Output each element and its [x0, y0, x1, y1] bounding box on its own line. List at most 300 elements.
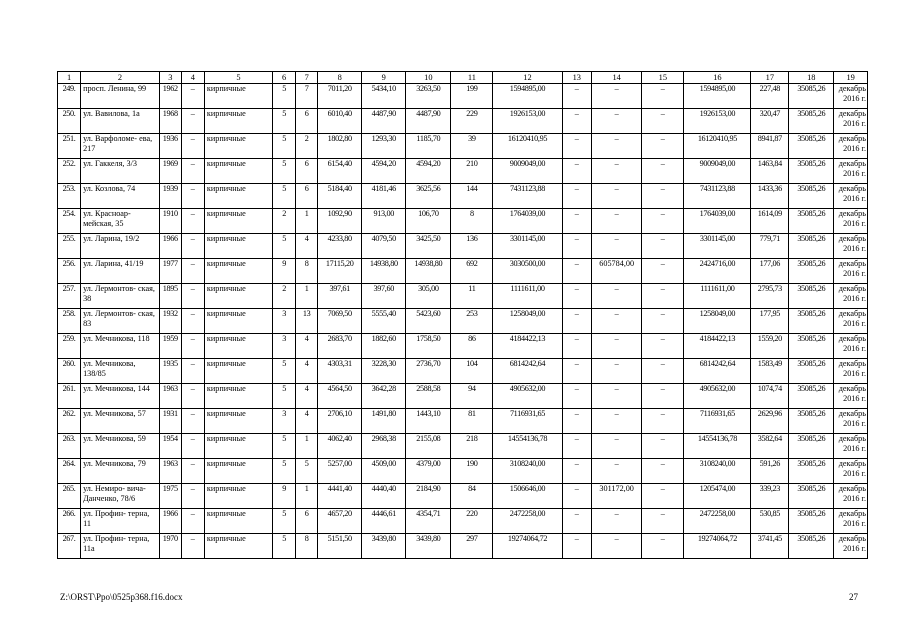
- table-cell: 2184,90: [406, 484, 451, 509]
- table-cell: 5423,60: [406, 309, 451, 334]
- table-cell: –: [181, 484, 204, 509]
- table-cell: 2795,73: [751, 284, 789, 309]
- table-cell: 1963: [159, 459, 181, 484]
- column-header: 19: [834, 72, 868, 84]
- table-cell: 227,48: [751, 84, 789, 109]
- table-cell: 5: [273, 84, 296, 109]
- table-cell: 259.: [58, 334, 81, 359]
- table-cell: 6814242,64: [684, 359, 751, 384]
- table-cell: 1: [296, 209, 318, 234]
- table-cell: 253.: [58, 184, 81, 209]
- table-cell: 7431123,88: [493, 184, 562, 209]
- table-cell: –: [562, 509, 591, 534]
- table-cell: 305,00: [406, 284, 451, 309]
- table-cell: 1968: [159, 109, 181, 134]
- table-cell: 253: [451, 309, 493, 334]
- table-cell: –: [642, 334, 684, 359]
- table-cell: –: [562, 84, 591, 109]
- table-cell: ул. Ларина, 41/19: [81, 259, 160, 284]
- table-cell: 5: [273, 359, 296, 384]
- table-cell: 4594,20: [406, 159, 451, 184]
- table-cell: 2706,10: [318, 409, 362, 434]
- table-cell: 1969: [159, 159, 181, 184]
- table-cell: ул. Мечникова, 144: [81, 384, 160, 409]
- table-cell: 1583,49: [751, 359, 789, 384]
- column-header: 14: [591, 72, 641, 84]
- table-cell: ул. Мечникова, 118: [81, 334, 160, 359]
- table-cell: 4233,80: [318, 234, 362, 259]
- table-cell: 1966: [159, 234, 181, 259]
- table-cell: 1954: [159, 434, 181, 459]
- table-cell: декабрь 2016 г.: [834, 434, 868, 459]
- table-row: [58, 109, 868, 134]
- table-cell: 14554136,78: [684, 434, 751, 459]
- table-cell: кирпичные: [204, 159, 272, 184]
- table-cell: 35085,26: [789, 459, 834, 484]
- table-cell: 397,61: [318, 284, 362, 309]
- table-cell: 210: [451, 159, 493, 184]
- table-cell: 267.: [58, 534, 81, 559]
- table-cell: 35085,26: [789, 359, 834, 384]
- table-cell: 35085,26: [789, 309, 834, 334]
- table-cell: –: [642, 459, 684, 484]
- table-cell: 3: [273, 309, 296, 334]
- table-cell: кирпичные: [204, 284, 272, 309]
- table-row: [58, 334, 868, 359]
- table-cell: 229: [451, 109, 493, 134]
- table-cell: –: [642, 209, 684, 234]
- table-cell: –: [591, 84, 641, 109]
- table-cell: 1764039,00: [684, 209, 751, 234]
- table-cell: 249.: [58, 84, 81, 109]
- table-cell: –: [181, 134, 204, 159]
- table-row: [58, 84, 868, 109]
- table-cell: 4184422,13: [684, 334, 751, 359]
- table-cell: декабрь 2016 г.: [834, 259, 868, 284]
- table-cell: 3228,30: [362, 359, 406, 384]
- table-cell: 5: [296, 459, 318, 484]
- table-cell: 779,71: [751, 234, 789, 259]
- table-row: [58, 509, 868, 534]
- table-cell: 4509,00: [362, 459, 406, 484]
- table-cell: –: [562, 234, 591, 259]
- table-cell: –: [181, 359, 204, 384]
- table-cell: 2424716,00: [684, 259, 751, 284]
- table-cell: 7: [296, 84, 318, 109]
- table-cell: –: [642, 84, 684, 109]
- column-header: 18: [789, 72, 834, 84]
- table-cell: 35085,26: [789, 334, 834, 359]
- table-cell: –: [562, 334, 591, 359]
- table-cell: ул. Гаккеля, 3/3: [81, 159, 160, 184]
- table-cell: 5257,00: [318, 459, 362, 484]
- table-cell: кирпичные: [204, 359, 272, 384]
- table-cell: 4905632,00: [493, 384, 562, 409]
- table-cell: –: [642, 159, 684, 184]
- table-cell: –: [181, 159, 204, 184]
- table-cell: 6: [296, 184, 318, 209]
- table-cell: 1935: [159, 359, 181, 384]
- table-cell: 4062,40: [318, 434, 362, 459]
- table-cell: 4441,40: [318, 484, 362, 509]
- table-cell: 84: [451, 484, 493, 509]
- table-cell: 13: [296, 309, 318, 334]
- table-cell: –: [642, 284, 684, 309]
- table-cell: –: [642, 384, 684, 409]
- table-cell: –: [562, 134, 591, 159]
- table-cell: 1258049,00: [493, 309, 562, 334]
- table-cell: 5: [273, 384, 296, 409]
- table-cell: ул. Вавилова, 1а: [81, 109, 160, 134]
- table-cell: ул. Варфоломе- ева, 217: [81, 134, 160, 159]
- table-cell: 254.: [58, 209, 81, 234]
- table-cell: –: [181, 284, 204, 309]
- table-cell: декабрь 2016 г.: [834, 334, 868, 359]
- table-cell: 7116931,65: [493, 409, 562, 434]
- table-cell: 1764039,00: [493, 209, 562, 234]
- table-cell: 6154,40: [318, 159, 362, 184]
- table-cell: 297: [451, 534, 493, 559]
- table-cell: ул. Мечникова, 57: [81, 409, 160, 434]
- table-cell: 255.: [58, 234, 81, 259]
- column-header: 4: [181, 72, 204, 84]
- table-cell: 35085,26: [789, 234, 834, 259]
- table-cell: 2629,96: [751, 409, 789, 434]
- table-cell: 106,70: [406, 209, 451, 234]
- table-cell: ул. Козлова, 74: [81, 184, 160, 209]
- table-cell: 1491,80: [362, 409, 406, 434]
- table-cell: 3263,50: [406, 84, 451, 109]
- table-cell: 4487,90: [362, 109, 406, 134]
- table-cell: 1910: [159, 209, 181, 234]
- table-cell: 2736,70: [406, 359, 451, 384]
- table-cell: декабрь 2016 г.: [834, 534, 868, 559]
- page-number: 27: [849, 592, 858, 602]
- table-cell: 35085,26: [789, 284, 834, 309]
- table-cell: –: [642, 484, 684, 509]
- table-cell: 4354,71: [406, 509, 451, 534]
- table-cell: кирпичные: [204, 309, 272, 334]
- table-cell: –: [181, 534, 204, 559]
- table-cell: 5: [273, 234, 296, 259]
- table-cell: кирпичные: [204, 134, 272, 159]
- table-cell: 5: [273, 109, 296, 134]
- table-cell: 4: [296, 334, 318, 359]
- table-cell: 1506646,00: [493, 484, 562, 509]
- table-cell: 218: [451, 434, 493, 459]
- table-cell: 35085,26: [789, 384, 834, 409]
- table-cell: 17115,20: [318, 259, 362, 284]
- table-cell: 9009049,00: [684, 159, 751, 184]
- table-cell: 1443,10: [406, 409, 451, 434]
- table-cell: –: [562, 159, 591, 184]
- document-path: Z:\ORST\Ppo\0525p368.f16.docx: [60, 592, 183, 602]
- table-cell: –: [562, 109, 591, 134]
- table-cell: 6814242,64: [493, 359, 562, 384]
- table-cell: 1: [296, 434, 318, 459]
- table-cell: 190: [451, 459, 493, 484]
- table-cell: –: [642, 509, 684, 534]
- table-cell: 4487,90: [406, 109, 451, 134]
- table-cell: 7069,50: [318, 309, 362, 334]
- table-cell: 256.: [58, 259, 81, 284]
- table-cell: 3741,45: [751, 534, 789, 559]
- table-cell: 1959: [159, 334, 181, 359]
- table-cell: 3: [273, 409, 296, 434]
- table-cell: 3108240,00: [493, 459, 562, 484]
- table-cell: 605784,00: [591, 259, 641, 284]
- table-cell: 5184,40: [318, 184, 362, 209]
- table-cell: –: [562, 484, 591, 509]
- table-cell: –: [181, 184, 204, 209]
- table-cell: 1895: [159, 284, 181, 309]
- table-cell: 1092,90: [318, 209, 362, 234]
- table-cell: 2472258,00: [684, 509, 751, 534]
- table-cell: 19274064,72: [684, 534, 751, 559]
- table-cell: –: [591, 359, 641, 384]
- table-cell: 591,26: [751, 459, 789, 484]
- table-cell: 5151,50: [318, 534, 362, 559]
- table-cell: –: [562, 259, 591, 284]
- table-cell: 1293,30: [362, 134, 406, 159]
- table-row: [58, 434, 868, 459]
- table-row: [58, 184, 868, 209]
- table-cell: 1975: [159, 484, 181, 509]
- table-cell: –: [181, 409, 204, 434]
- table-cell: 301172,00: [591, 484, 641, 509]
- table-cell: декабрь 2016 г.: [834, 409, 868, 434]
- table-cell: 2155,08: [406, 434, 451, 459]
- table-cell: –: [181, 434, 204, 459]
- table-cell: кирпичные: [204, 109, 272, 134]
- table-cell: –: [642, 259, 684, 284]
- table-cell: 16120410,95: [493, 134, 562, 159]
- table-cell: 35085,26: [789, 84, 834, 109]
- table-cell: 5: [273, 159, 296, 184]
- table-cell: 4: [296, 359, 318, 384]
- table-cell: 251.: [58, 134, 81, 159]
- table-row: [58, 534, 868, 559]
- table-cell: 7011,20: [318, 84, 362, 109]
- table-row: [58, 284, 868, 309]
- table-cell: 3030500,00: [493, 259, 562, 284]
- table-cell: –: [591, 209, 641, 234]
- table-cell: 35085,26: [789, 509, 834, 534]
- column-header: 5: [204, 72, 272, 84]
- table-cell: 263.: [58, 434, 81, 459]
- table-cell: 3: [273, 334, 296, 359]
- table-cell: кирпичные: [204, 184, 272, 209]
- table-cell: 9: [273, 259, 296, 284]
- table-cell: 3625,56: [406, 184, 451, 209]
- column-header: 6: [273, 72, 296, 84]
- table-cell: ул. Мечникова, 138/85: [81, 359, 160, 384]
- table-cell: –: [562, 184, 591, 209]
- table-cell: 1594895,00: [684, 84, 751, 109]
- table-cell: кирпичные: [204, 234, 272, 259]
- table-cell: –: [562, 384, 591, 409]
- table-cell: 35085,26: [789, 209, 834, 234]
- table-cell: 6: [296, 159, 318, 184]
- table-cell: 1559,20: [751, 334, 789, 359]
- table-row: [58, 309, 868, 334]
- table-cell: 1962: [159, 84, 181, 109]
- table-cell: 692: [451, 259, 493, 284]
- table-row: [58, 359, 868, 384]
- table-cell: 1926153,00: [684, 109, 751, 134]
- table-cell: 1: [296, 284, 318, 309]
- column-header: 9: [362, 72, 406, 84]
- table-cell: декабрь 2016 г.: [834, 109, 868, 134]
- table-cell: 94: [451, 384, 493, 409]
- table-cell: 4184422,13: [493, 334, 562, 359]
- table-cell: декабрь 2016 г.: [834, 484, 868, 509]
- table-cell: 4: [296, 409, 318, 434]
- table-cell: 5434,10: [362, 84, 406, 109]
- table-cell: 1966: [159, 509, 181, 534]
- table-cell: 3108240,00: [684, 459, 751, 484]
- table-cell: –: [591, 284, 641, 309]
- table-cell: –: [642, 409, 684, 434]
- table-cell: 2: [273, 209, 296, 234]
- table-cell: 9: [273, 484, 296, 509]
- table-cell: 5: [273, 459, 296, 484]
- table-cell: 4181,46: [362, 184, 406, 209]
- table-cell: –: [591, 134, 641, 159]
- table-cell: декабрь 2016 г.: [834, 309, 868, 334]
- table-cell: декабрь 2016 г.: [834, 184, 868, 209]
- table-cell: кирпичные: [204, 509, 272, 534]
- table-cell: ул. Немиро- вича-Данченко, 78/6: [81, 484, 160, 509]
- table-cell: 19274064,72: [493, 534, 562, 559]
- table-header-row: [58, 72, 868, 84]
- table-cell: 6010,40: [318, 109, 362, 134]
- table-cell: декабрь 2016 г.: [834, 359, 868, 384]
- table-cell: 913,00: [362, 209, 406, 234]
- column-header: 3: [159, 72, 181, 84]
- table-cell: 5: [273, 434, 296, 459]
- table-cell: ул. Красноар- мейская, 35: [81, 209, 160, 234]
- table-cell: –: [591, 459, 641, 484]
- table-cell: 3425,50: [406, 234, 451, 259]
- table-cell: 4440,40: [362, 484, 406, 509]
- table-cell: 8: [451, 209, 493, 234]
- table-cell: 1111611,00: [493, 284, 562, 309]
- table-cell: ул. Мечникова, 59: [81, 434, 160, 459]
- table-cell: 4594,20: [362, 159, 406, 184]
- table-cell: –: [562, 459, 591, 484]
- table-cell: 4905632,00: [684, 384, 751, 409]
- table-cell: 1433,36: [751, 184, 789, 209]
- table-cell: 136: [451, 234, 493, 259]
- table-cell: –: [181, 334, 204, 359]
- table-cell: 1936: [159, 134, 181, 159]
- table-cell: –: [591, 159, 641, 184]
- table-cell: –: [642, 134, 684, 159]
- table-cell: 1614,09: [751, 209, 789, 234]
- table-cell: –: [642, 234, 684, 259]
- table-cell: 35085,26: [789, 109, 834, 134]
- table-cell: кирпичные: [204, 459, 272, 484]
- table-cell: –: [562, 534, 591, 559]
- table-cell: 320,47: [751, 109, 789, 134]
- table-cell: 177,06: [751, 259, 789, 284]
- column-header: 2: [81, 72, 160, 84]
- table-cell: 1970: [159, 534, 181, 559]
- table-row: [58, 209, 868, 234]
- table-cell: 2: [273, 284, 296, 309]
- table-cell: 257.: [58, 284, 81, 309]
- table-cell: –: [591, 384, 641, 409]
- table-cell: просп. Ленина, 99: [81, 84, 160, 109]
- column-header: 15: [642, 72, 684, 84]
- table-cell: декабрь 2016 г.: [834, 509, 868, 534]
- table-cell: 258.: [58, 309, 81, 334]
- table-cell: –: [591, 509, 641, 534]
- table-cell: 5: [273, 184, 296, 209]
- table-cell: декабрь 2016 г.: [834, 284, 868, 309]
- table-cell: 8941,87: [751, 134, 789, 159]
- table-cell: ул. Профин- терна, 11а: [81, 534, 160, 559]
- table-cell: 35085,26: [789, 259, 834, 284]
- table-cell: 14938,80: [362, 259, 406, 284]
- table-cell: –: [181, 309, 204, 334]
- table-cell: 265.: [58, 484, 81, 509]
- table-cell: 86: [451, 334, 493, 359]
- table-cell: –: [562, 409, 591, 434]
- table-cell: кирпичные: [204, 484, 272, 509]
- table-cell: 3439,80: [406, 534, 451, 559]
- table-cell: 9009049,00: [493, 159, 562, 184]
- column-header: 17: [751, 72, 789, 84]
- table-cell: 4303,31: [318, 359, 362, 384]
- table-cell: –: [181, 259, 204, 284]
- table-cell: 1185,70: [406, 134, 451, 159]
- table-cell: –: [562, 284, 591, 309]
- table-cell: 1963: [159, 384, 181, 409]
- table-cell: –: [562, 359, 591, 384]
- table-cell: 1758,50: [406, 334, 451, 359]
- table-cell: 1882,60: [362, 334, 406, 359]
- table-cell: 397,60: [362, 284, 406, 309]
- table-cell: 11: [451, 284, 493, 309]
- table-cell: 5: [273, 534, 296, 559]
- table-cell: 35085,26: [789, 134, 834, 159]
- table-cell: 4: [296, 384, 318, 409]
- table-cell: 1074,74: [751, 384, 789, 409]
- table-cell: –: [642, 359, 684, 384]
- table-cell: 35085,26: [789, 534, 834, 559]
- table-row: [58, 259, 868, 284]
- table-cell: –: [562, 434, 591, 459]
- table-cell: 4379,00: [406, 459, 451, 484]
- table-cell: кирпичные: [204, 434, 272, 459]
- table-cell: 3439,80: [362, 534, 406, 559]
- table-cell: 1931: [159, 409, 181, 434]
- table-cell: 220: [451, 509, 493, 534]
- table-row: [58, 159, 868, 184]
- table-cell: 144: [451, 184, 493, 209]
- table-cell: 4446,61: [362, 509, 406, 534]
- column-header: 11: [451, 72, 493, 84]
- table-cell: 16120410,95: [684, 134, 751, 159]
- table-cell: –: [591, 334, 641, 359]
- table-cell: 262.: [58, 409, 81, 434]
- column-header: 12: [493, 72, 562, 84]
- table-row: [58, 409, 868, 434]
- table-cell: 1932: [159, 309, 181, 334]
- table-cell: 39: [451, 134, 493, 159]
